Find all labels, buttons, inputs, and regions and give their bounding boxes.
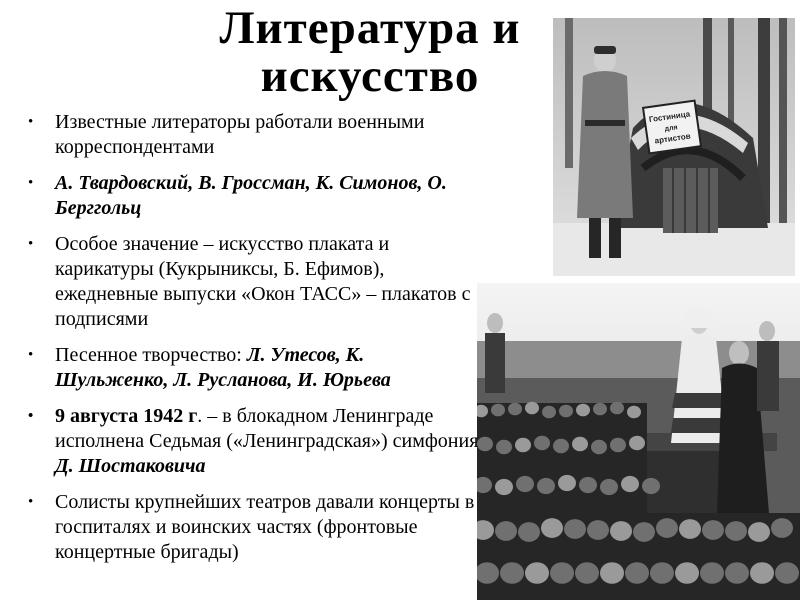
bullet-item-symphony [24, 404, 480, 479]
crowd-head [525, 562, 549, 584]
crowd-head [550, 562, 574, 584]
crowd-head [593, 403, 607, 416]
crowd-head [610, 438, 626, 452]
crowd-head [642, 478, 660, 494]
crowd-head [775, 562, 799, 584]
sign-text-line3: артистов [654, 131, 692, 146]
crowd-head [748, 522, 770, 542]
bullet-text-plain: Песенное творчество: [55, 344, 247, 366]
bullet-text-date: 9 августа 1942 г [55, 405, 198, 427]
crowd-head [725, 562, 749, 584]
crowd-head [500, 562, 524, 584]
crowd-head [579, 477, 597, 493]
bullet-dot: • [28, 236, 34, 252]
crowd-head [508, 403, 522, 416]
photo-soldier-dugout [553, 18, 795, 276]
crowd-head [518, 522, 540, 542]
bullet-item-writers-correspondents [24, 110, 480, 160]
sign-text-line2: для [664, 124, 679, 133]
slide-title-line1: Литература и [219, 2, 521, 54]
crowd-head [559, 405, 573, 418]
crowd-head [600, 562, 624, 584]
crowd-head [750, 562, 774, 584]
crowd-head [525, 402, 539, 415]
crowd-head [702, 520, 724, 540]
crowd-head [553, 439, 569, 453]
bullet-dot: • [28, 494, 34, 510]
bullet-list [24, 110, 480, 576]
bullet-text-singers: Л. Утесов, К. Шульженко, Л. Русланова, И. Юрьева [55, 344, 391, 391]
photo-front-concert [477, 283, 800, 600]
crowd-head [572, 437, 588, 451]
crowd-head [558, 475, 576, 491]
crowd-head [627, 406, 641, 419]
bullet-text: Известные литераторы работали военными корреспондентами [55, 111, 425, 158]
crowd-head [600, 479, 618, 495]
crowd-head [576, 404, 590, 417]
crowd-head [625, 562, 649, 584]
bullet-item-concert-brigades [24, 490, 480, 565]
crowd-head [700, 562, 724, 584]
crowd-head [610, 402, 624, 415]
bullet-text-plain: . – в блокадном Ленинграде исполнена Седьмая («Ленинградская») симфония [55, 405, 479, 452]
bullet-item-posters [24, 232, 480, 332]
photo-front-concert-image [477, 283, 800, 600]
crowd-head [575, 562, 599, 584]
crowd-head [679, 519, 701, 539]
crowd-head [610, 521, 632, 541]
crowd-head [771, 518, 793, 538]
slide-title-line2: искусство [260, 50, 480, 102]
bullet-item-songs [24, 343, 480, 393]
crowd-head [629, 436, 645, 450]
bullet-text-composer: Д. Шостаковича [55, 455, 206, 477]
bullet-text: Солисты крупнейших театров давали концерты в госпиталях и воинских частях (фронтовые концертные бригады) [55, 491, 475, 563]
crowd-head [534, 436, 550, 450]
crowd-head [725, 521, 747, 541]
crowd-head [495, 479, 513, 495]
sign-text-line1: Гостиница [648, 109, 691, 125]
crowd-head [587, 520, 609, 540]
crowd-head [515, 438, 531, 452]
crowd-head [495, 521, 517, 541]
bullet-dot: • [28, 114, 34, 130]
crowd-head [496, 440, 512, 454]
crowd-head [656, 518, 678, 538]
crowd-head [621, 476, 639, 492]
crowd-head [564, 519, 586, 539]
slide-title [160, 4, 580, 100]
bullet-text: А. Твардовский, В. Гроссман, К. Симонов, О. Берггольц [55, 172, 447, 219]
crowd-head [675, 562, 699, 584]
bullet-dot: • [28, 347, 34, 363]
crowd-head [650, 562, 674, 584]
photo-soldier-dugout-image [553, 18, 795, 276]
bullet-dot: • [28, 175, 34, 191]
crowd-head [633, 522, 655, 542]
crowd-head [537, 478, 555, 494]
crowd-head [516, 476, 534, 492]
bullet-text: Особое значение – искусство плаката и карикатуры (Кукрыниксы, Б. Ефимов), ежедневные выпуски «Окон ТАСС» – плакатов с подписями [55, 233, 471, 330]
crowd-head [542, 406, 556, 419]
crowd-head [541, 518, 563, 538]
bullet-dot: • [28, 408, 34, 424]
crowd-head [491, 404, 505, 417]
bullet-item-writers-names [24, 171, 480, 221]
crowd-head [591, 440, 607, 454]
